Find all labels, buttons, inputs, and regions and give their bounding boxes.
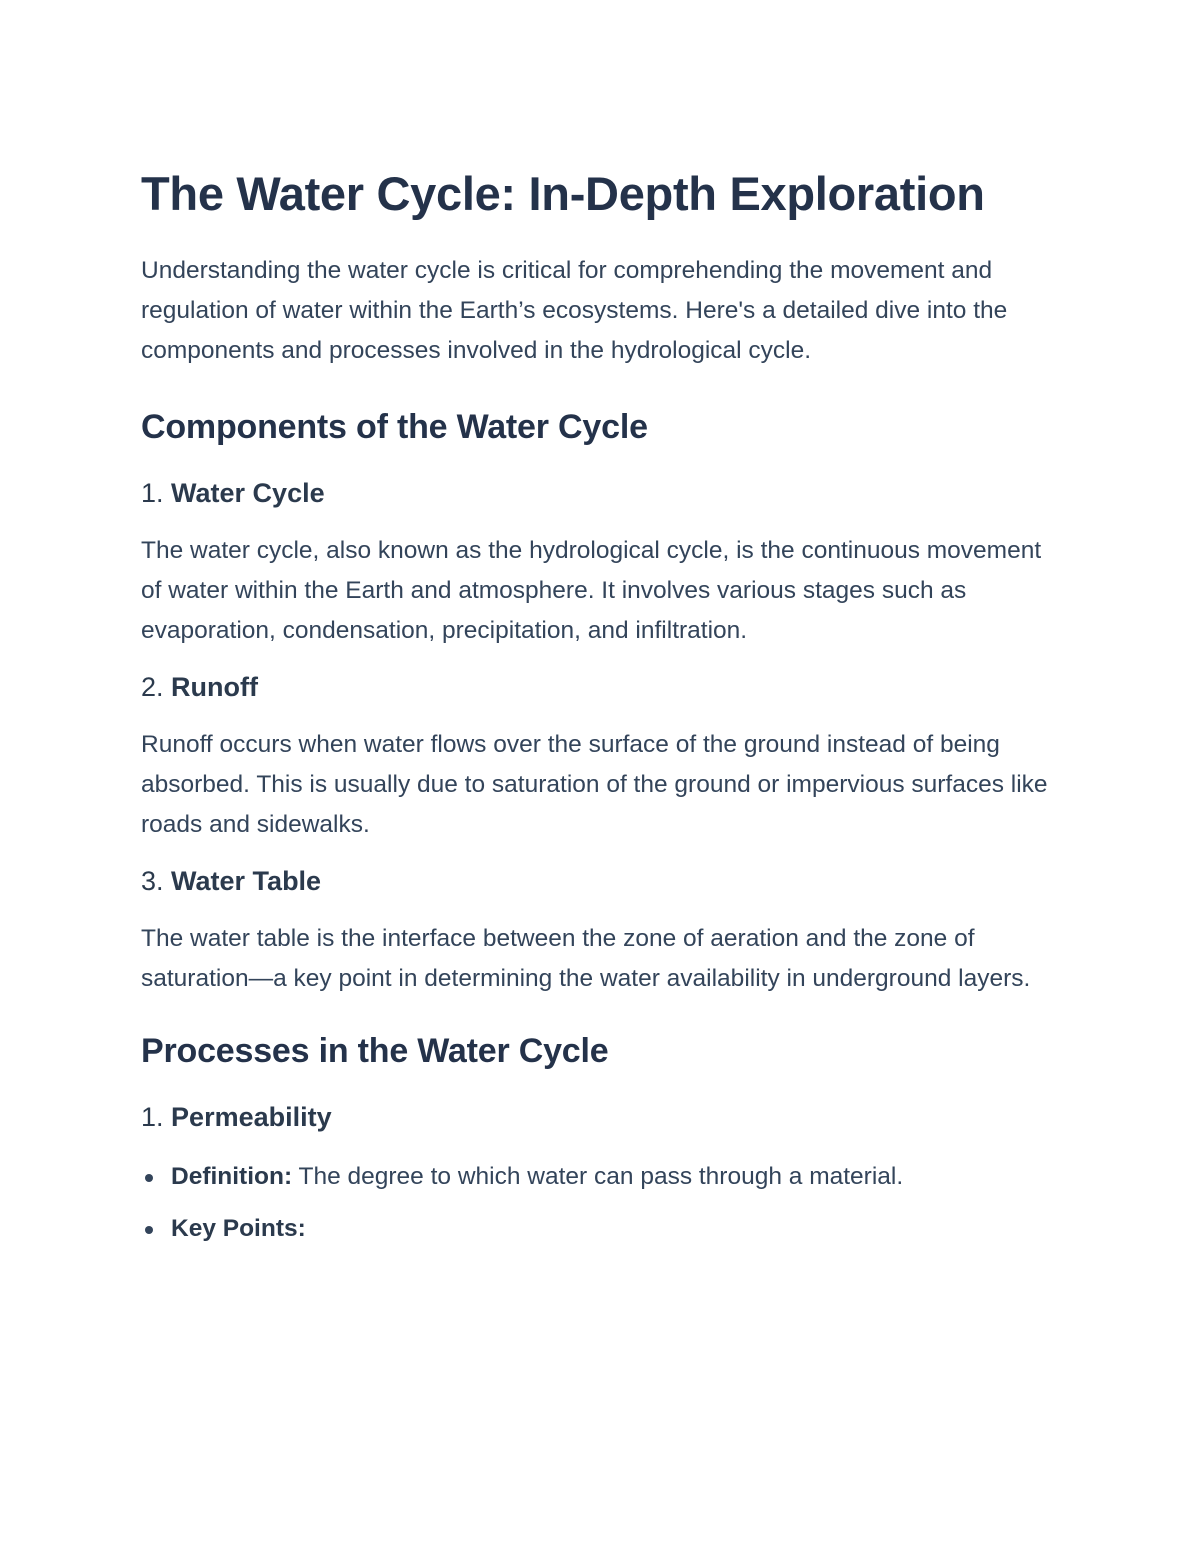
bullet-term: Key Points:	[171, 1215, 306, 1242]
bullet-term: Definition:	[171, 1163, 293, 1190]
list-item	[141, 1157, 1061, 1197]
subsection-heading-water-cycle	[141, 475, 1061, 511]
subsection-number: 1.	[141, 1102, 164, 1132]
document-page	[141, 165, 1061, 1261]
permeability-bullet-list	[141, 1157, 1061, 1249]
paragraph-runoff: Runoff occurs when water flows over the surface of the ground instead of being absorbed. This is usually due to saturation of the ground or impervious surfaces like roads and sidewalks.	[141, 731, 1048, 838]
subsection-heading-permeability	[141, 1099, 1061, 1135]
subsection-title: Runoff	[171, 672, 259, 702]
subsection-number: 3.	[141, 866, 164, 896]
subsection-heading-runoff	[141, 669, 1061, 705]
list-item	[141, 1209, 1061, 1249]
paragraph-water-table: The water table is the interface between the zone of aeration and the zone of saturation—a key point in determining the water availability in underground layers.	[141, 925, 1031, 992]
subsection-title: Water Cycle	[171, 478, 325, 508]
bullet-icon	[145, 1226, 153, 1234]
bullet-icon	[145, 1174, 153, 1182]
subsection-heading-water-table	[141, 863, 1061, 899]
section-heading-processes: Processes in the Water Cycle	[141, 1032, 609, 1070]
page-title: The Water Cycle: In-Depth Exploration	[141, 167, 985, 220]
subsection-title: Water Table	[171, 866, 322, 896]
section-heading-components: Components of the Water Cycle	[141, 408, 648, 446]
subsection-title: Permeability	[171, 1102, 332, 1132]
subsection-number: 1.	[141, 478, 164, 508]
bullet-text: The degree to which water can pass through a material.	[292, 1163, 904, 1190]
subsection-number: 2.	[141, 672, 164, 702]
intro-paragraph: Understanding the water cycle is critical for comprehending the movement and regulation of water within the Earth’s ecosystems. Here's a detailed dive into the components and processes involved in the hydrological cycle.	[141, 257, 1008, 364]
paragraph-water-cycle: The water cycle, also known as the hydrological cycle, is the continuous movement of water within the Earth and atmosphere. It involves various stages such as evaporation, condensation, precipitation, and infiltration.	[141, 537, 1042, 644]
